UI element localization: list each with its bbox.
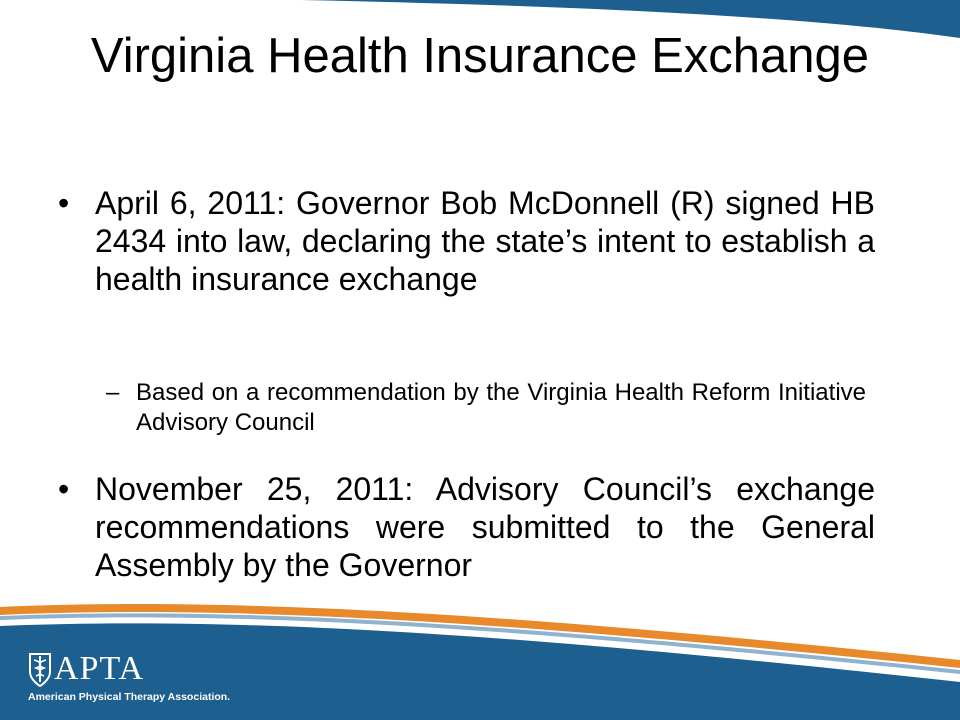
apta-logo xyxy=(28,650,288,710)
bullet-marker: • xyxy=(58,185,70,221)
bullet-marker: • xyxy=(58,471,70,507)
caduceus-shield-icon xyxy=(28,652,52,688)
logo-wordmark: APTA xyxy=(54,650,145,687)
sub-bullet-text: Based on a recommendation by the Virginia Health Reform Initiative Advisory Council xyxy=(136,379,866,436)
sub-bullet-marker: – xyxy=(106,379,120,406)
slide-title: Virginia Health Insurance Exchange xyxy=(90,29,870,83)
bullet-text: April 6, 2011: Governor Bob McDonnell (R) signed HB 2434 into law, declaring the state’s intent to establish a health insurance exchange xyxy=(95,185,875,297)
logo-subtitle: American Physical Therapy Association. xyxy=(28,691,231,703)
bullet-text: November 25, 2011: Advisory Council’s exchange recommendations were submitted to the General Assembly by the Governor xyxy=(95,471,875,583)
